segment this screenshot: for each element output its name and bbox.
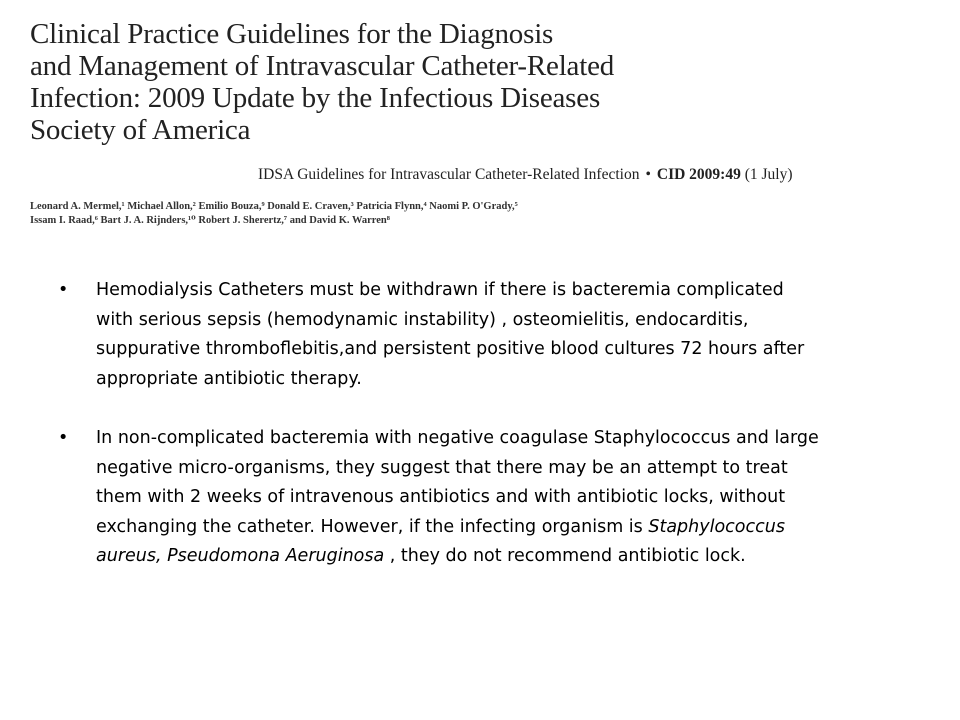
bullet-icon: •: [58, 428, 69, 448]
title-line: Infection: 2009 Update by the Infectious Diseases: [30, 82, 601, 114]
paper-title: [30, 18, 730, 146]
bullet-text-line: negative micro-organisms, they suggest that there may be an attempt to treat: [96, 457, 788, 478]
citation: CID 2009:49: [656, 166, 741, 183]
author-line: Issam I. Raad,⁶ Bart J. A. Rijnders,¹⁰ Robert J. Sherertz,⁷ and David K. Warren⁸: [30, 215, 390, 226]
bullet-item: [58, 276, 918, 394]
author-list: [30, 200, 518, 228]
issue-date: (1 July): [744, 166, 793, 183]
title-line: Clinical Practice Guidelines for the Diagnosis: [30, 18, 554, 50]
title-line: Society of America: [30, 114, 251, 146]
running-header: [258, 166, 793, 184]
bullet-list: [58, 276, 918, 602]
text-plain: exchanging the catheter. However, if the infecting organism is: [96, 516, 649, 537]
bullet-text-line: suppurative thromboflebitis,and persistent positive blood cultures 72 hours after: [96, 339, 805, 359]
bullet-text-line: In non-complicated bacteremia with negative coagulase Staphylococcus and large: [96, 428, 819, 448]
bullet-text-line: them with 2 weeks of intravenous antibiotics and with antibiotic locks, without: [96, 487, 786, 507]
bullet-text-line: Hemodialysis Catheters must be withdrawn if there is bacteremia complicated: [96, 280, 784, 300]
organism-name-italic: Staphylococcus: [648, 516, 785, 537]
title-line: and Management of Intravascular Catheter-Related: [30, 50, 615, 82]
header-separator: •: [645, 166, 651, 183]
bullet-text-line: [96, 513, 918, 543]
bullet-item: [58, 424, 918, 572]
journal-running-title: IDSA Guidelines for Intravascular Catheter-Related Infection: [258, 166, 640, 183]
organism-name-italic: aureus, Pseudomona Aeruginosa: [96, 546, 385, 566]
bullet-text-line: with serious sepsis (hemodynamic instability) , osteomielitis, endocarditis,: [96, 309, 749, 330]
bullet-text-line: [96, 542, 918, 572]
bullet-icon: •: [58, 280, 69, 300]
author-line: Leonard A. Mermel,¹ Michael Allon,² Emilio Bouza,⁹ Donald E. Craven,³ Patricia Flynn,⁴ Naomi P. O'Grady,⁵: [30, 201, 518, 212]
text-plain: , they do not recommend antibiotic lock.: [384, 546, 746, 566]
bullet-text-line: appropriate antibiotic therapy.: [96, 368, 362, 389]
